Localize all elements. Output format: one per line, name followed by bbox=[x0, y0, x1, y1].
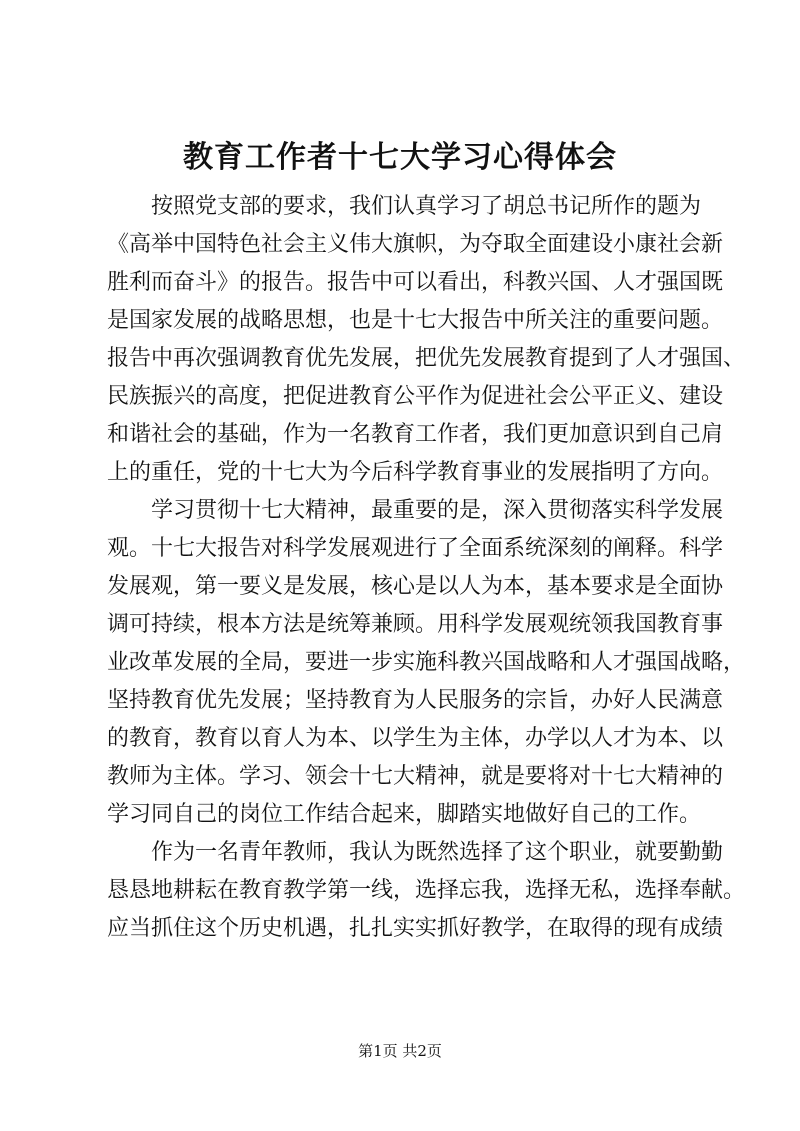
paragraph-line: 的教育，教育以育人为本、以学生为主体，办学以人才为本、以 bbox=[107, 726, 724, 751]
paragraph-line: 发展观，第一要义是发展，核心是以人为本，基本要求是全面协 bbox=[107, 574, 724, 599]
document-title: 教育工作者十七大学习心得体会 bbox=[183, 140, 617, 175]
paragraph-line: 按照党支部的要求，我们认真学习了胡总书记所作的题为 bbox=[151, 194, 702, 219]
paragraph-line: 恳恳地耕耘在教育教学第一线，选择忘我，选择无私，选择奉献。 bbox=[107, 878, 746, 903]
page-number-footer: 第1页 共2页 bbox=[358, 1042, 442, 1060]
paragraph-line: 教师为主体。学习、领会十七大精神，就是要将对十七大精神的 bbox=[107, 764, 724, 789]
paragraph-line: 调可持续，根本方法是统筹兼顾。用科学发展观统领我国教育事 bbox=[107, 612, 724, 637]
paragraph-line: 是国家发展的战略思想，也是十七大报告中所关注的重要问题。 bbox=[107, 308, 724, 333]
paragraph-line: 坚持教育优先发展；坚持教育为人民服务的宗旨，办好人民满意 bbox=[107, 688, 724, 713]
paragraph-line: 报告中再次强调教育优先发展，把优先发展教育提到了人才强国、 bbox=[107, 346, 746, 371]
document-body bbox=[107, 188, 746, 948]
paragraph-line: 观。十七大报告对科学发展观进行了全面系统深刻的阐释。科学 bbox=[107, 536, 724, 561]
paragraph-line: 应当抓住这个历史机遇，扎扎实实抓好教学，在取得的现有成绩 bbox=[107, 916, 724, 941]
paragraph-line: 学习贯彻十七大精神，最重要的是，深入贯彻落实科学发展 bbox=[151, 498, 724, 523]
paragraph-line: 和谐社会的基础，作为一名教育工作者，我们更加意识到自己肩 bbox=[107, 422, 724, 447]
paragraph-line: 作为一名青年教师，我认为既然选择了这个职业，就要勤勤 bbox=[151, 840, 724, 865]
paragraph-line: 业改革发展的全局，要进一步实施科教兴国战略和人才强国战略， bbox=[107, 650, 746, 675]
paragraph-line: 《高举中国特色社会主义伟大旗帜，为夺取全面建设小康社会新 bbox=[107, 232, 724, 257]
paragraph-line: 胜利而奋斗》的报告。报告中可以看出，科教兴国、人才强国既 bbox=[107, 270, 724, 295]
paragraph-line: 民族振兴的高度，把促进教育公平作为促进社会公平正义、建设 bbox=[107, 384, 724, 409]
paragraph-line: 学习同自己的岗位工作结合起来，脚踏实地做好自己的工作。 bbox=[107, 802, 702, 827]
paragraph-line: 上的重任，党的十七大为今后科学教育事业的发展指明了方向。 bbox=[107, 460, 724, 485]
